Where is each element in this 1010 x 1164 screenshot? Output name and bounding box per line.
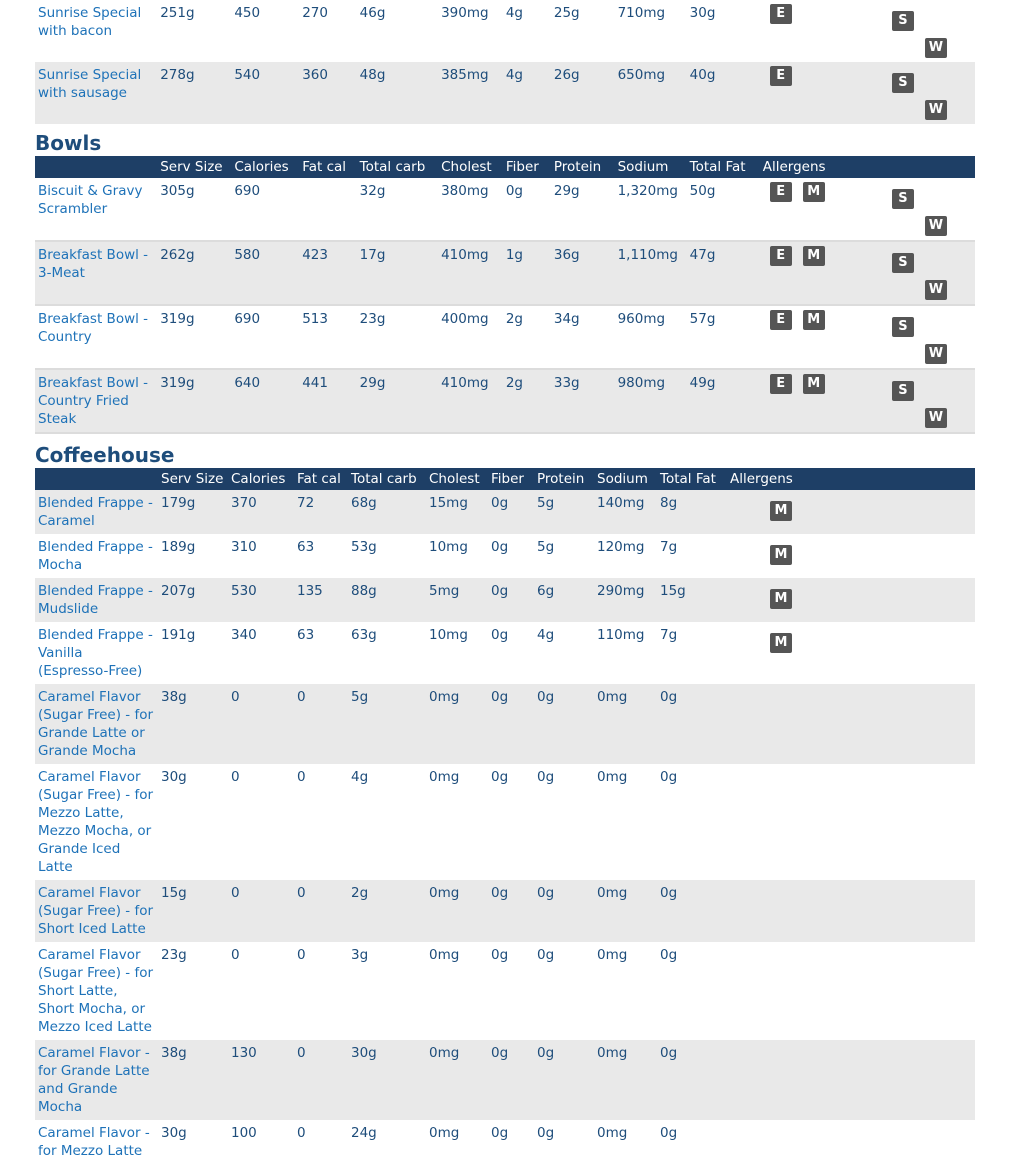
coffeehouse-table-body — [35, 490, 975, 1164]
fat-cal-cell: 0 — [297, 947, 306, 963]
column-header: Fat cal — [302, 159, 347, 175]
fiber-cell: 0g — [491, 495, 509, 511]
calories-cell: 530 — [231, 583, 257, 599]
column-header — [35, 468, 158, 490]
fat-cal-cell: 0 — [297, 1125, 306, 1141]
protein-cell: 0g — [537, 947, 555, 963]
allergen-badge-s: S — [892, 11, 914, 31]
total-carb-cell: 23g — [357, 305, 438, 369]
bowls-table-body — [35, 178, 975, 433]
fiber-cell: 4g — [505, 67, 524, 83]
total-fat-cell: 30g — [689, 5, 716, 21]
total-fat-cell: 7g — [660, 539, 678, 555]
allergens-cell — [727, 622, 844, 684]
total-fat-cell: 0g — [660, 1045, 678, 1061]
allergens-cell — [727, 880, 844, 942]
serv-size-cell: 179g — [161, 495, 196, 511]
serv-size-cell: 38g — [161, 1045, 187, 1061]
fat-cal-cell: 423 — [299, 241, 356, 305]
allergens-cell — [727, 942, 844, 1040]
coffeehouse-table — [35, 468, 975, 1164]
table-row — [35, 622, 975, 684]
allergen-badge-m: M — [770, 633, 792, 653]
table-row — [35, 880, 975, 942]
table-row — [35, 62, 975, 124]
column-header: Sodium — [617, 159, 669, 175]
fiber-cell: 0g — [491, 947, 509, 963]
table-row — [35, 578, 975, 622]
cholest-cell: 380mg — [438, 178, 503, 241]
soy-cell — [882, 178, 975, 241]
total-fat-cell: 47g — [687, 241, 760, 305]
column-header: Serv Size — [160, 159, 223, 175]
total-fat-cell: 40g — [689, 67, 716, 83]
table-row — [35, 764, 975, 880]
fat-cal-cell: 0 — [297, 1045, 306, 1061]
table-row — [35, 241, 975, 305]
column-header — [882, 156, 975, 178]
item-name: Breakfast Bowl - 3-Meat — [35, 241, 157, 305]
allergens-cell — [760, 62, 882, 124]
total-carb-cell: 48g — [359, 67, 386, 83]
fiber-cell: 0g — [491, 583, 509, 599]
item-name: Caramel Flavor (Sugar Free) - for Short Iced Latte — [38, 885, 154, 937]
allergen-badge-e: E — [770, 310, 792, 330]
fat-cal-cell: 513 — [299, 305, 356, 369]
allergen-spacer — [892, 93, 914, 113]
cholest-cell: 15mg — [429, 495, 468, 511]
cholest-cell: 0mg — [429, 885, 460, 901]
allergen-badge-m: M — [770, 501, 792, 521]
total-carb-cell: 2g — [351, 885, 369, 901]
allergen-badge-w: W — [925, 344, 947, 364]
allergens-cell — [760, 305, 882, 369]
serv-size-cell: 262g — [157, 241, 231, 305]
protein-cell: 25g — [553, 5, 580, 21]
item-name: Sunrise Special with sausage — [38, 67, 142, 101]
fiber-cell: 0g — [491, 769, 509, 785]
fat-cal-cell: 441 — [299, 369, 356, 433]
allergen-spacer — [737, 582, 759, 602]
allergen-badge-e: E — [770, 4, 792, 24]
protein-cell: 4g — [537, 627, 555, 643]
section-title-coffeehouse: Coffeehouse — [35, 443, 175, 467]
allergen-badge-w: W — [925, 100, 947, 120]
serv-size-cell: 23g — [161, 947, 187, 963]
calories-cell: 340 — [231, 627, 257, 643]
total-fat-cell: 8g — [660, 495, 678, 511]
item-name: Breakfast Bowl - Country — [35, 305, 157, 369]
soy-cell — [844, 764, 975, 880]
bowls-table — [35, 156, 975, 434]
allergen-spacer — [925, 182, 947, 202]
cholest-cell: 0mg — [429, 1125, 460, 1141]
sodium-cell: 980mg — [615, 369, 687, 433]
table-row — [35, 178, 975, 241]
breakfast-table — [35, 0, 975, 124]
allergen-badge-m: M — [770, 545, 792, 565]
total-carb-cell: 88g — [351, 583, 377, 599]
item-name: Blended Frappe - Mudslide — [38, 583, 153, 617]
serv-size-cell: 251g — [160, 5, 195, 21]
total-fat-cell: 7g — [660, 627, 678, 643]
sodium-cell: 0mg — [597, 1125, 628, 1141]
table-row — [35, 1040, 975, 1120]
sodium-cell: 140mg — [597, 495, 645, 511]
calories-cell: 690 — [231, 178, 299, 241]
serv-size-cell: 15g — [161, 885, 187, 901]
sodium-cell: 0mg — [597, 1045, 628, 1061]
total-carb-cell: 63g — [351, 627, 377, 643]
column-header: Cholest — [429, 471, 480, 487]
soy-cell — [882, 0, 975, 62]
allergen-badge-e: E — [770, 246, 792, 266]
allergen-spacer — [892, 31, 914, 51]
fat-cal-cell: 270 — [302, 5, 328, 21]
serv-size-cell: 189g — [161, 539, 196, 555]
cholest-cell: 5mg — [429, 583, 460, 599]
column-header: Cholest — [441, 159, 492, 175]
total-fat-cell: 0g — [660, 947, 678, 963]
soy-cell — [844, 1040, 975, 1120]
calories-cell: 0 — [231, 885, 240, 901]
calories-cell: 0 — [231, 947, 240, 963]
fat-cal-cell — [299, 178, 356, 241]
table-row — [35, 490, 975, 534]
column-header: Calories — [231, 471, 286, 487]
serv-size-cell: 278g — [160, 67, 195, 83]
column-header: Fiber — [491, 471, 524, 487]
allergens-cell — [727, 578, 844, 622]
total-fat-cell: 0g — [660, 689, 678, 705]
protein-cell: 0g — [537, 1125, 555, 1141]
soy-cell — [844, 578, 975, 622]
fiber-cell: 0g — [491, 1125, 509, 1141]
calories-cell: 540 — [234, 67, 261, 83]
sodium-cell: 0mg — [597, 769, 628, 785]
serv-size-cell: 305g — [157, 178, 231, 241]
allergens-cell — [727, 1120, 844, 1164]
protein-cell: 0g — [537, 689, 555, 705]
allergen-badge-e: E — [770, 182, 792, 202]
allergens-cell — [727, 534, 844, 578]
sodium-cell: 0mg — [597, 947, 628, 963]
soy-cell — [844, 684, 975, 764]
calories-cell: 0 — [231, 689, 240, 705]
protein-cell: 5g — [537, 495, 555, 511]
fiber-cell: 4g — [505, 5, 524, 21]
soy-cell — [882, 241, 975, 305]
cholest-cell: 10mg — [429, 539, 468, 555]
calories-cell: 130 — [231, 1045, 257, 1061]
sodium-cell: 0mg — [597, 689, 628, 705]
fat-cal-cell: 63 — [297, 539, 315, 555]
allergen-badge-s: S — [892, 73, 914, 93]
soy-cell — [844, 880, 975, 942]
allergen-spacer — [925, 246, 947, 266]
allergen-spacer — [892, 337, 914, 357]
serv-size-cell: 319g — [157, 369, 231, 433]
total-carb-cell: 5g — [351, 689, 369, 705]
allergen-badge-m: M — [803, 374, 825, 394]
sodium-cell: 120mg — [597, 539, 645, 555]
total-fat-cell: 0g — [660, 769, 678, 785]
calories-cell: 580 — [231, 241, 299, 305]
protein-cell: 34g — [551, 305, 615, 369]
allergen-badge-w: W — [925, 38, 947, 58]
protein-cell: 0g — [537, 1045, 555, 1061]
serv-size-cell: 30g — [161, 1125, 187, 1141]
item-name: Biscuit & Gravy Scrambler — [35, 178, 157, 241]
calories-cell: 310 — [231, 539, 257, 555]
column-header — [844, 468, 975, 490]
fat-cal-cell: 360 — [302, 67, 328, 83]
total-carb-cell: 24g — [351, 1125, 377, 1141]
cholest-cell: 0mg — [429, 689, 460, 705]
serv-size-cell: 191g — [161, 627, 196, 643]
breakfast-table-body — [35, 0, 975, 124]
fat-cal-cell: 0 — [297, 689, 306, 705]
table-row — [35, 369, 975, 433]
allergen-spacer — [892, 273, 914, 293]
allergen-badge-m: M — [770, 589, 792, 609]
allergen-badge-w: W — [925, 216, 947, 236]
cholest-cell: 410mg — [438, 241, 503, 305]
soy-cell — [882, 369, 975, 433]
total-carb-cell: 17g — [357, 241, 438, 305]
soy-cell — [882, 62, 975, 124]
table-row — [35, 684, 975, 764]
protein-cell: 29g — [551, 178, 615, 241]
allergen-spacer — [925, 4, 947, 24]
table-row — [35, 0, 975, 62]
allergen-badge-w: W — [925, 408, 947, 428]
allergen-badge-m: M — [803, 246, 825, 266]
allergen-spacer — [737, 538, 759, 558]
soy-cell — [882, 305, 975, 369]
allergen-spacer — [925, 310, 947, 330]
fat-cal-cell: 72 — [297, 495, 315, 511]
item-name: Breakfast Bowl - Country Fried Steak — [35, 369, 157, 433]
allergen-badge-e: E — [770, 374, 792, 394]
total-fat-cell: 50g — [687, 178, 760, 241]
allergen-badge-e: E — [770, 66, 792, 86]
sodium-cell: 290mg — [597, 583, 645, 599]
total-fat-cell: 0g — [660, 885, 678, 901]
allergens-cell — [727, 764, 844, 880]
column-header — [35, 156, 157, 178]
calories-cell: 640 — [231, 369, 299, 433]
total-fat-cell: 49g — [687, 369, 760, 433]
allergen-badge-s: S — [892, 253, 914, 273]
column-header: Fat cal — [297, 471, 341, 487]
table-row — [35, 534, 975, 578]
column-header: Total carb — [359, 159, 426, 175]
fiber-cell: 0g — [491, 1045, 509, 1061]
protein-cell: 0g — [537, 885, 555, 901]
item-name: Blended Frappe - Caramel — [38, 495, 153, 529]
calories-cell: 0 — [231, 769, 240, 785]
allergen-spacer — [892, 209, 914, 229]
protein-cell: 26g — [553, 67, 580, 83]
sodium-cell: 1,110mg — [615, 241, 687, 305]
allergen-spacer — [925, 66, 947, 86]
item-name: Sunrise Special with bacon — [38, 5, 142, 39]
protein-cell: 0g — [537, 769, 555, 785]
sodium-cell: 0mg — [597, 885, 628, 901]
sodium-cell: 650mg — [617, 67, 666, 83]
item-name: Blended Frappe - Mocha — [38, 539, 153, 573]
column-header: Allergens — [730, 471, 793, 487]
allergens-cell — [727, 684, 844, 764]
bowls-header-row — [35, 156, 975, 178]
allergen-badge-s: S — [892, 189, 914, 209]
total-carb-cell: 68g — [351, 495, 377, 511]
allergens-cell — [760, 369, 882, 433]
fiber-cell: 0g — [491, 539, 509, 555]
total-fat-cell: 57g — [687, 305, 760, 369]
cholest-cell: 400mg — [438, 305, 503, 369]
calories-cell: 450 — [234, 5, 261, 21]
allergen-badge-m: M — [803, 182, 825, 202]
sodium-cell: 960mg — [615, 305, 687, 369]
allergen-badge-m: M — [803, 310, 825, 330]
allergen-spacer — [925, 374, 947, 394]
protein-cell: 6g — [537, 583, 555, 599]
coffeehouse-header-row — [35, 468, 975, 490]
calories-cell: 370 — [231, 495, 257, 511]
fat-cal-cell: 63 — [297, 627, 315, 643]
allergens-cell — [727, 490, 844, 534]
cholest-cell: 390mg — [441, 5, 489, 21]
total-fat-cell: 15g — [660, 583, 686, 599]
fiber-cell: 1g — [503, 241, 551, 305]
allergen-spacer — [737, 626, 759, 646]
table-row — [35, 942, 975, 1040]
cholest-cell: 0mg — [429, 947, 460, 963]
column-header: Protein — [537, 471, 585, 487]
total-carb-cell: 30g — [351, 1045, 377, 1061]
total-carb-cell: 53g — [351, 539, 377, 555]
calories-cell: 100 — [231, 1125, 257, 1141]
allergen-badge-s: S — [892, 381, 914, 401]
column-header: Sodium — [597, 471, 648, 487]
protein-cell: 5g — [537, 539, 555, 555]
column-header: Total Fat — [660, 471, 716, 487]
allergen-spacer — [892, 401, 914, 421]
serv-size-cell: 30g — [161, 769, 187, 785]
fat-cal-cell: 135 — [297, 583, 323, 599]
serv-size-cell: 207g — [161, 583, 196, 599]
total-carb-cell: 29g — [357, 369, 438, 433]
table-row — [35, 305, 975, 369]
soy-cell — [844, 622, 975, 684]
serv-size-cell: 319g — [157, 305, 231, 369]
total-carb-cell: 32g — [357, 178, 438, 241]
soy-cell — [844, 534, 975, 578]
column-header: Protein — [553, 159, 602, 175]
section-title-bowls: Bowls — [35, 131, 102, 155]
allergens-cell — [727, 1040, 844, 1120]
cholest-cell: 10mg — [429, 627, 468, 643]
protein-cell: 33g — [551, 369, 615, 433]
soy-cell — [844, 942, 975, 1040]
nutrition-page — [35, 0, 975, 1164]
allergens-cell — [760, 178, 882, 241]
column-header: Fiber — [505, 159, 539, 175]
item-name: Caramel Flavor (Sugar Free) - for Grande Latte or Grande Mocha — [38, 689, 154, 759]
fiber-cell: 0g — [491, 689, 509, 705]
column-header: Total carb — [351, 471, 417, 487]
cholest-cell: 410mg — [438, 369, 503, 433]
fiber-cell: 0g — [491, 627, 509, 643]
item-name: Caramel Flavor (Sugar Free) - for Mezzo Latte, Mezzo Mocha, or Grande Iced Latte — [38, 769, 154, 875]
sodium-cell: 710mg — [617, 5, 666, 21]
total-carb-cell: 3g — [351, 947, 369, 963]
allergen-badge-w: W — [925, 280, 947, 300]
total-carb-cell: 46g — [359, 5, 386, 21]
fat-cal-cell: 0 — [297, 885, 306, 901]
allergens-cell — [760, 241, 882, 305]
allergen-spacer — [737, 494, 759, 514]
fiber-cell: 2g — [503, 305, 551, 369]
soy-cell — [844, 1120, 975, 1164]
fiber-cell: 0g — [503, 178, 551, 241]
item-name: Blended Frappe - Vanilla (Espresso-Free) — [38, 627, 153, 679]
item-name: Caramel Flavor (Sugar Free) - for Short Latte, Short Mocha, or Mezzo Iced Latte — [38, 947, 154, 1035]
cholest-cell: 0mg — [429, 1045, 460, 1061]
protein-cell: 36g — [551, 241, 615, 305]
sodium-cell: 1,320mg — [615, 178, 687, 241]
allergen-badge-s: S — [892, 317, 914, 337]
table-row — [35, 1120, 975, 1164]
serv-size-cell: 38g — [161, 689, 187, 705]
column-header: Serv Size — [161, 471, 224, 487]
item-name: Caramel Flavor - for Mezzo Latte — [38, 1125, 150, 1159]
column-header: Allergens — [762, 159, 826, 175]
item-name: Caramel Flavor - for Grande Latte and Grande Mocha — [38, 1045, 150, 1115]
fiber-cell: 0g — [491, 885, 509, 901]
cholest-cell: 0mg — [429, 769, 460, 785]
column-header: Total Fat — [689, 159, 746, 175]
fiber-cell: 2g — [503, 369, 551, 433]
cholest-cell: 385mg — [441, 67, 489, 83]
column-header: Calories — [234, 159, 289, 175]
allergens-cell — [760, 0, 882, 62]
calories-cell: 690 — [231, 305, 299, 369]
fat-cal-cell: 0 — [297, 769, 306, 785]
total-carb-cell: 4g — [351, 769, 369, 785]
soy-cell — [844, 490, 975, 534]
total-fat-cell: 0g — [660, 1125, 678, 1141]
sodium-cell: 110mg — [597, 627, 645, 643]
